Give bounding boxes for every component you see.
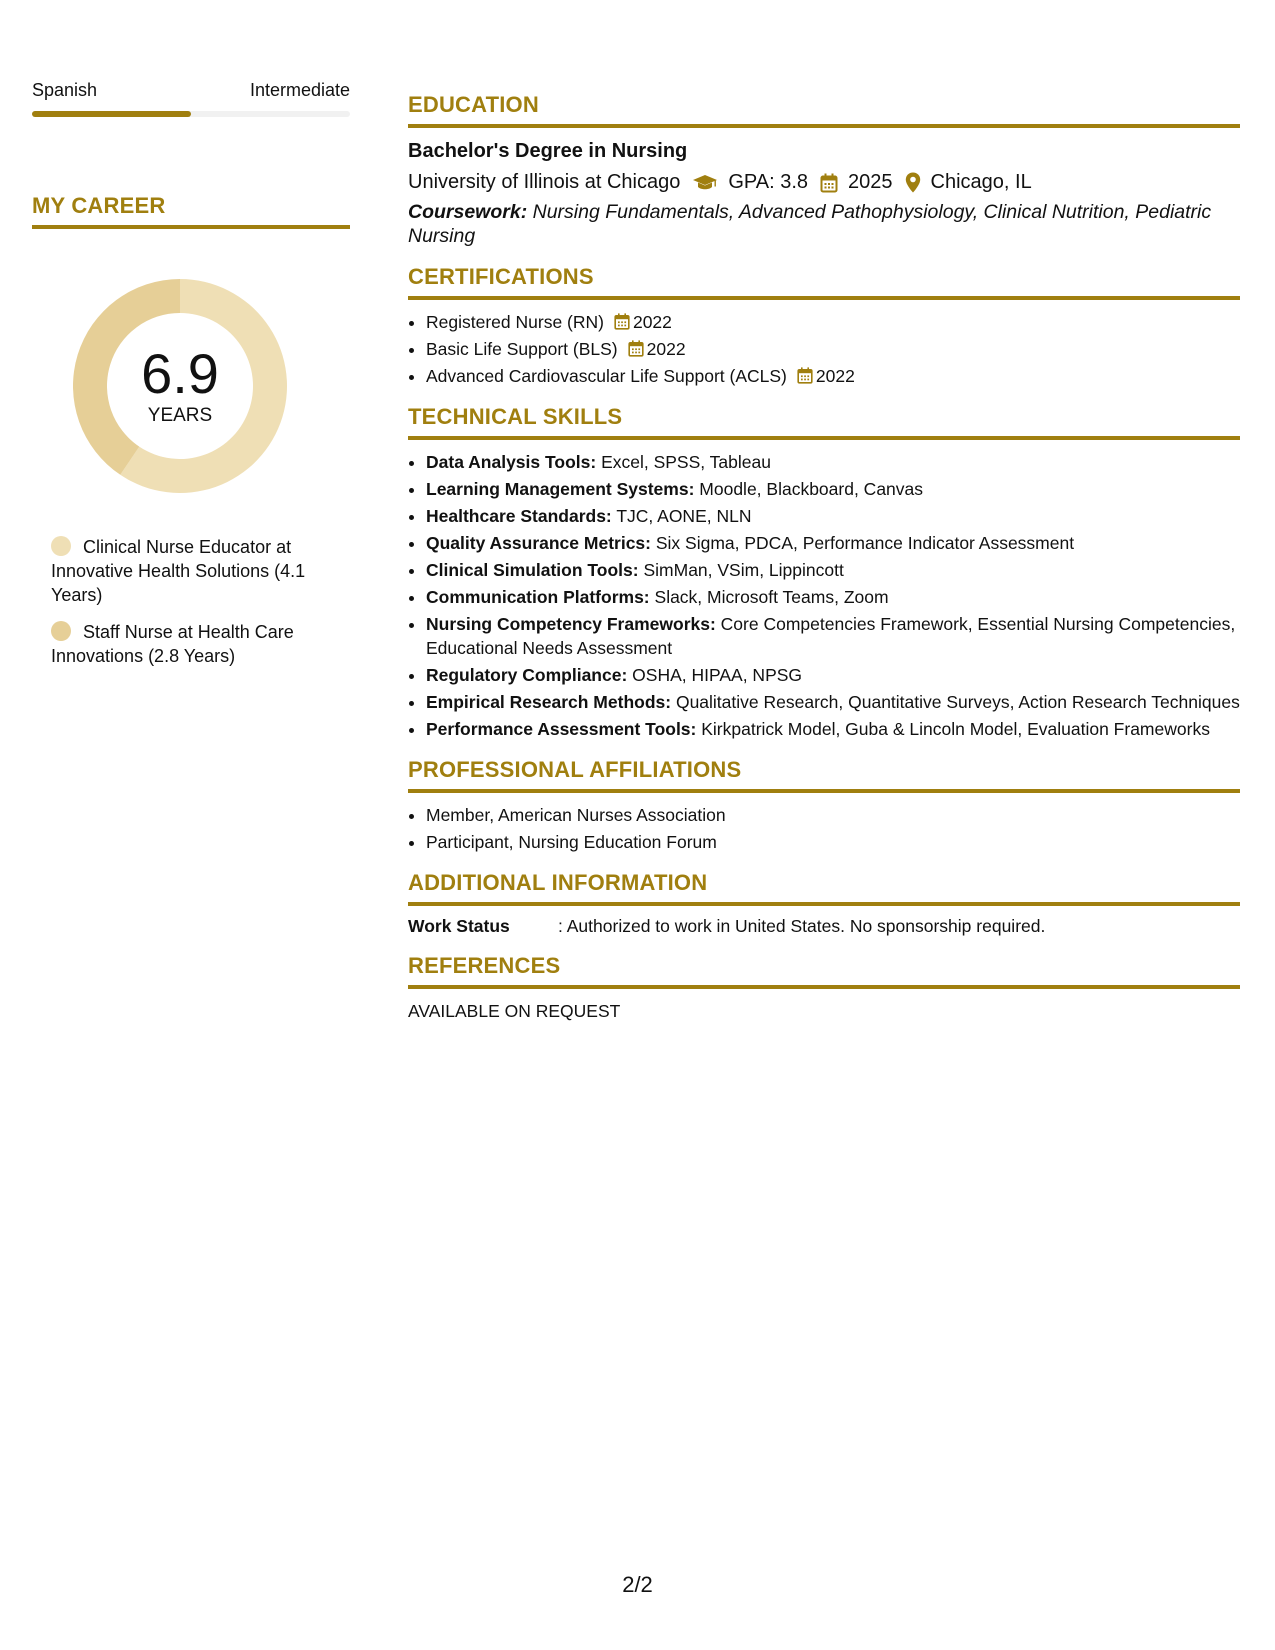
school-name: University of Illinois at Chicago xyxy=(408,171,681,193)
references-title: REFERENCES xyxy=(408,953,1240,989)
skill-label: Clinical Simulation Tools: xyxy=(426,560,639,580)
language-level: Intermediate xyxy=(249,80,350,100)
additional-info-section xyxy=(408,870,1240,937)
language-proficiency-fill xyxy=(32,111,191,117)
page-number: 2/2 xyxy=(622,1572,653,1597)
list-item xyxy=(426,531,1240,555)
certifications-section xyxy=(408,264,1240,388)
skill-label: Learning Management Systems: xyxy=(426,479,695,499)
coursework-list: Nursing Fundamentals, Advanced Pathophysiology, Clinical Nutrition, Pediatric Nursing xyxy=(408,201,1212,247)
certification-year: 2022 xyxy=(632,312,672,332)
legend-item xyxy=(51,535,350,607)
certification-name: Registered Nurse (RN) xyxy=(426,312,604,332)
language-proficiency-bar xyxy=(32,111,350,117)
work-status-value: : Authorized to work in United States. No sponsorship required. xyxy=(558,916,1046,936)
left-column xyxy=(32,80,350,681)
skill-value: Six Sigma, PDCA, Performance Indicator Assessment xyxy=(655,533,1075,553)
right-column xyxy=(408,92,1240,1038)
coursework xyxy=(408,200,1240,248)
list-item xyxy=(426,450,1240,474)
coursework-label: Coursework: xyxy=(408,201,528,223)
skill-label: Empirical Research Methods: xyxy=(426,692,672,712)
career-section-title: MY CAREER xyxy=(32,193,350,229)
education-details xyxy=(408,171,1240,194)
legend-label: Staff Nurse at Health Care Innovations (2.8 Years) xyxy=(51,622,294,666)
skill-label: Healthcare Standards: xyxy=(426,506,612,526)
certification-year: 2022 xyxy=(646,339,686,359)
degree-name: Bachelor's Degree in Nursing xyxy=(408,140,688,162)
certification-name: Advanced Cardiovascular Life Support (ACLS) xyxy=(426,366,787,386)
calendar-icon xyxy=(820,173,838,193)
work-status-row xyxy=(408,916,1240,937)
career-total-years: 6.9 xyxy=(141,342,219,405)
education-title: EDUCATION xyxy=(408,92,1240,128)
skill-label: Quality Assurance Metrics: xyxy=(426,533,651,553)
additional-info-title: ADDITIONAL INFORMATION xyxy=(408,870,1240,906)
career-legend xyxy=(32,535,350,668)
skill-value: Excel, SPSS, Tableau xyxy=(601,452,771,472)
certification-year: 2022 xyxy=(815,366,855,386)
list-item xyxy=(426,585,1240,609)
list-item xyxy=(426,504,1240,528)
skill-value: Qualitative Research, Quantitative Surveys, Action Research Techniques xyxy=(675,692,1240,712)
list-item xyxy=(426,477,1240,501)
skills-list xyxy=(408,450,1240,741)
list-item xyxy=(426,310,1240,334)
list-item xyxy=(426,612,1240,660)
language-name: Spanish xyxy=(32,80,98,100)
references-text: AVAILABLE ON REQUEST xyxy=(408,1001,621,1021)
school-location: Chicago, IL xyxy=(930,171,1032,193)
list-item xyxy=(426,558,1240,582)
map-pin-icon xyxy=(905,172,921,193)
graduation-year: 2025 xyxy=(848,171,893,193)
technical-skills-title: TECHNICAL SKILLS xyxy=(408,404,1240,440)
affiliations-title: PROFESSIONAL AFFILIATIONS xyxy=(408,757,1240,793)
certifications-list xyxy=(408,310,1240,388)
certifications-title: CERTIFICATIONS xyxy=(408,264,1240,300)
skill-label: Communication Platforms: xyxy=(426,587,650,607)
work-status-key: Work Status xyxy=(408,916,510,936)
list-item xyxy=(426,690,1240,714)
calendar-icon xyxy=(628,340,644,357)
skill-value: TJC, AONE, NLN xyxy=(616,506,752,526)
references-section xyxy=(408,953,1240,1022)
skill-label: Data Analysis Tools: xyxy=(426,452,597,472)
technical-skills-section xyxy=(408,404,1240,741)
skill-value: Slack, Microsoft Teams, Zoom xyxy=(654,587,889,607)
skill-label: Nursing Competency Frameworks: xyxy=(426,614,716,634)
graduation-cap-icon xyxy=(692,174,718,192)
affiliations-section xyxy=(408,757,1240,854)
skill-value: Moodle, Blackboard, Canvas xyxy=(699,479,924,499)
education-section xyxy=(408,92,1240,248)
list-item xyxy=(426,717,1240,741)
legend-dot xyxy=(51,621,71,641)
legend-dot xyxy=(51,536,71,556)
skill-value: Core Competencies Framework, Essential Nursing Competencies, Educational Needs Assessment xyxy=(426,614,1236,658)
affiliations-list xyxy=(408,803,1240,854)
legend-label: Clinical Nurse Educator at Innovative Health Solutions (4.1 Years) xyxy=(51,537,306,605)
list-item: • Member, American Nurses Association xyxy=(426,803,1240,827)
skill-label: Regulatory Compliance: xyxy=(426,665,628,685)
skill-value: Kirkpatrick Model, Guba & Lincoln Model, Evaluation Frameworks xyxy=(701,719,1210,739)
list-item xyxy=(426,364,1240,388)
skill-value: OSHA, HIPAA, NPSG xyxy=(632,665,803,685)
calendar-icon xyxy=(797,367,813,384)
skill-label: Performance Assessment Tools: xyxy=(426,719,697,739)
list-item: • Participant, Nursing Education Forum xyxy=(426,830,1240,854)
list-item xyxy=(426,663,1240,687)
list-item xyxy=(426,337,1240,361)
certification-name: Basic Life Support (BLS) xyxy=(426,339,618,359)
career-total-unit: YEARS xyxy=(147,405,213,426)
calendar-icon xyxy=(614,313,630,330)
career-donut-chart xyxy=(67,273,293,499)
legend-item xyxy=(51,620,350,668)
language-entry xyxy=(32,80,350,117)
gpa: GPA: 3.8 xyxy=(728,171,809,193)
skill-value: SimMan, VSim, Lippincott xyxy=(643,560,844,580)
